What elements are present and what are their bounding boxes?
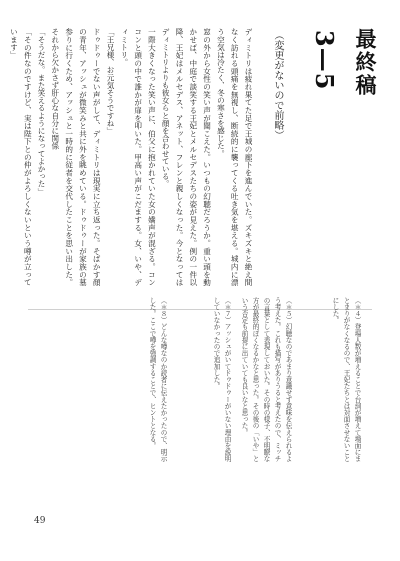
footnote bbox=[306, 297, 362, 465]
footnote bbox=[112, 297, 168, 465]
footnote bbox=[176, 297, 232, 465]
page-number: 49 bbox=[34, 516, 46, 526]
body-text bbox=[9, 28, 255, 286]
body-paragraph: 一際大きくなった笑い声に、伯父に抱かれていた女の嬌声が混ざる。コンコンと頭の中で誰かが扉を叩いた。甲高い声がこだまする。女、いや、ディミトリ。 bbox=[119, 28, 157, 286]
footnote-text: （＊５）幻聴なのであまり意識せず意味を伝えられるよう考えた。これも描写がありうると考えたので、ミッチの言葉として表現しておいた。その時の様子、不明瞭な方が最終的ぼくなるかなと思った。その後の「いや」という否定も前提に出ていても良いなと思った。 bbox=[240, 297, 292, 462]
body-paragraph: 窓の外から女性の笑い声が聞こえた。いつもの幻聴だろうか。重い頭を動かせば、中庭で談笑する王妃とメルセデスたちの姿が見えた。例の一件以降、王妃はメルセデス、アネット、フレンと親しくなった。今となってはディミトリよりも彼女らと顔を合わせている。 bbox=[161, 28, 212, 286]
chapter-number: 3—5 bbox=[310, 30, 339, 91]
body-paragraph: ディミトリは疲れ果てた足で王城の廊下を進んでいた。ズキズキと絶え間なく訪れる頭痛を無視し、断続的に襲ってくる吐き気を堪える。城内に漂う空気は冷たく、冬の寒さを感じた。 bbox=[216, 28, 253, 286]
chapter-title: 最終稿 bbox=[353, 28, 378, 97]
section-note: （変更がないので前略） bbox=[272, 30, 283, 140]
footnote-text: （＊８）どんな噂なのか読者に伝えたかったので、明示した。ここで噂を強調することで、ヒントとなる。 bbox=[148, 297, 167, 462]
footnote-text: （＊７）アッシュがいてドゥドゥーがいない理由を説明していなかったので追加した。 bbox=[212, 297, 231, 462]
body-paragraph: ドゥドゥーでない声がして、ディミトリは現実に立ち返った。そばかす顔の青年、アッシュが微笑みと共に外を眺めている。ドゥドゥーが家族の墓参りに行くため、アッシュと一時的に従者を交代したことを思い出した。それから欠かさず肝心な自分に関係 bbox=[50, 28, 102, 286]
footnote bbox=[237, 297, 293, 465]
body-paragraph: 「その件なのですけど、実は陛下との仲がよろしくないという噂が立っています」 bbox=[9, 28, 33, 286]
body-paragraph: 「そうだな。また笑えるようになってよかった」 bbox=[37, 28, 47, 196]
body-paragraph: 「王兄様、お元気そうですね」 bbox=[106, 28, 116, 135]
footnote-text: （＊４）登場人数が増えることで台詞が増えて場面にまとまりがなくなるので、王妃たちとは対面させないことにした。 bbox=[331, 297, 361, 462]
